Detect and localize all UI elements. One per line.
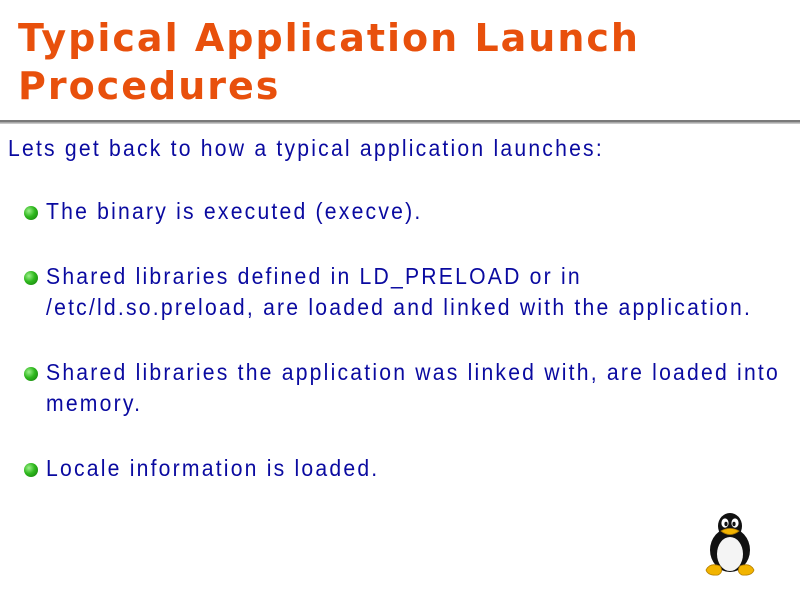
list-item [22, 357, 782, 420]
list-item [22, 261, 782, 324]
bullet-text: Shared libraries defined in LD_PRELOAD or in /etc/ld.so.preload, are loaded and linked with the application. [46, 262, 753, 320]
slide-title: Typical Application Launch Procedures [18, 16, 640, 108]
intro-text: Lets get back to how a typical application launches: [8, 135, 604, 161]
tux-penguin-icon [702, 510, 758, 576]
bullet-icon [24, 271, 38, 285]
list-item [22, 453, 782, 485]
list-item [22, 196, 782, 228]
bullet-text: Shared libraries the application was linked with, are loaded into memory. [46, 358, 781, 416]
bullet-icon [24, 206, 38, 220]
bullet-text: Locale information is loaded. [46, 454, 380, 481]
bullet-icon [24, 367, 38, 381]
bullet-list [22, 196, 782, 517]
bullet-icon [24, 463, 38, 477]
bullet-text: The binary is executed (execve). [46, 198, 423, 224]
title-divider [0, 120, 800, 124]
